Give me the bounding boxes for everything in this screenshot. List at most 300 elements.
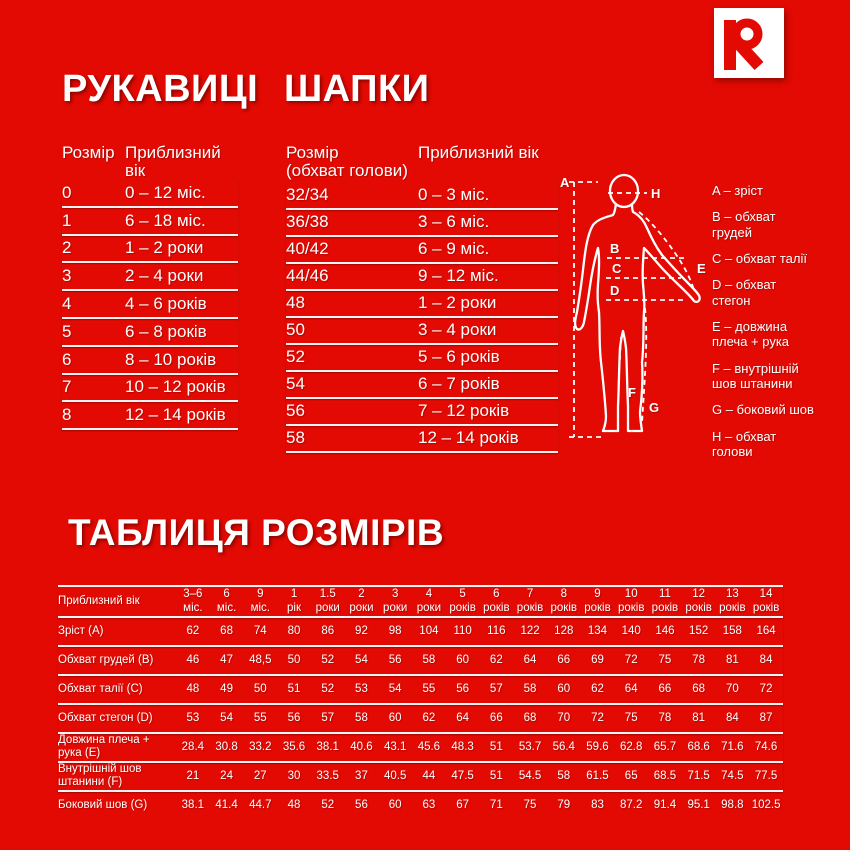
cell-value: 134	[587, 624, 608, 637]
column-header-unit: міс.	[250, 602, 270, 615]
column-header	[412, 587, 446, 616]
cell-value: 67	[456, 798, 469, 811]
table-row	[286, 426, 558, 453]
size-value: 1	[62, 210, 72, 230]
cell-value: 56	[287, 711, 301, 724]
column-header-unit: роки	[383, 602, 408, 615]
cell-value: 70	[725, 682, 739, 695]
cell-value: 63	[422, 798, 436, 811]
cell-value: 122	[520, 624, 540, 637]
cell-value: 66	[658, 682, 672, 695]
column-header	[749, 587, 783, 616]
row-label: Обхват грудей (B)	[58, 653, 154, 666]
row-values	[176, 763, 783, 790]
row-label: Обхват стегон (D)	[58, 711, 153, 724]
table-row	[286, 399, 558, 426]
cell-value: 41.4	[215, 798, 238, 811]
column-header-unit: років	[719, 602, 746, 615]
cell-value: 21	[186, 769, 200, 782]
legend-item: H – обхват голови	[712, 428, 777, 459]
figure-label-a: A	[560, 175, 570, 190]
cell-value: 128	[554, 624, 574, 637]
age-value: 5 – 6 років	[418, 347, 500, 367]
cell-value: 87	[759, 711, 773, 724]
size-value: 32/34	[286, 185, 329, 205]
cell-value: 83	[591, 798, 604, 811]
hats-size-header-line1: Розмір	[286, 143, 339, 162]
row-label: Обхват талії (C)	[58, 682, 143, 695]
cell-value: 69	[591, 653, 604, 666]
size-table-row	[58, 792, 783, 819]
cell-value: 30	[287, 769, 301, 782]
table-row	[286, 372, 558, 399]
mittens-table-header	[62, 144, 238, 181]
column-header-age: 9	[594, 588, 601, 600]
size-value: 7	[62, 377, 72, 397]
cell-value: 40.6	[350, 740, 373, 753]
column-header-age: 13	[725, 588, 739, 600]
cell-value: 91.4	[653, 798, 677, 811]
hats-table-header	[286, 144, 558, 181]
column-header-unit: років	[617, 602, 645, 615]
cell-value: 72	[624, 653, 638, 666]
table-row	[62, 180, 238, 208]
column-header-unit: років	[651, 602, 679, 615]
cell-value: 71.6	[721, 740, 744, 753]
cell-value: 54.5	[518, 769, 542, 782]
cell-value: 62	[422, 711, 436, 724]
column-header-age: 8	[560, 588, 567, 600]
age-value: 9 – 12 міс.	[418, 266, 499, 286]
age-value: 7 – 12 років	[418, 401, 510, 421]
cell-value: 38.1	[316, 740, 339, 753]
column-header	[210, 587, 244, 616]
cell-value: 38.1	[181, 798, 205, 811]
legend-item: C – обхват талії	[712, 250, 807, 266]
row-values	[176, 676, 783, 703]
cell-value: 54	[220, 711, 233, 724]
cell-value: 65.7	[653, 740, 677, 753]
cell-value: 51	[287, 682, 301, 695]
cell-value: 60	[388, 798, 402, 811]
column-header	[378, 587, 412, 616]
cell-value: 61.5	[586, 769, 609, 782]
legend-item: E – довжина плеча + рука	[712, 318, 790, 350]
cell-value: 62	[591, 682, 604, 695]
cell-value: 79	[557, 798, 571, 811]
hats-size-header-line2: (обхват голови)	[286, 161, 408, 181]
size-value: 40/42	[286, 239, 329, 259]
column-header-age: 6	[223, 588, 230, 600]
cell-value: 64	[456, 711, 469, 724]
cell-value: 58	[557, 769, 571, 782]
cell-value: 47.5	[451, 769, 474, 782]
cell-value: 140	[621, 624, 641, 637]
cell-value: 60	[557, 682, 571, 695]
cell-value: 48	[186, 682, 200, 695]
size-value: 3	[62, 266, 72, 286]
column-header-age: 11	[658, 588, 671, 600]
cell-value: 71	[489, 798, 503, 811]
cell-value: 68	[692, 682, 706, 695]
cell-value: 92	[355, 624, 368, 637]
column-header	[614, 587, 648, 616]
size-table-row	[58, 618, 783, 647]
figure-label-b: B	[610, 241, 620, 256]
column-header	[547, 587, 581, 616]
size-value: 6	[62, 349, 72, 369]
cell-value: 68	[220, 624, 233, 637]
cell-value: 52	[321, 682, 335, 695]
column-header-unit: років	[483, 602, 510, 615]
age-value: 3 – 4 роки	[418, 320, 497, 340]
age-header-label: Приблизний вік	[58, 594, 140, 607]
cell-value: 74.5	[721, 769, 744, 782]
column-header-age: 5	[459, 588, 466, 600]
cell-value: 56.4	[552, 740, 575, 753]
age-value: 6 – 18 міс.	[125, 210, 206, 230]
size-table-column-headers	[176, 587, 783, 616]
table-row	[286, 183, 558, 210]
table-row	[286, 264, 558, 291]
size-value: 48	[286, 293, 305, 313]
cell-value: 77.5	[754, 769, 778, 782]
column-header	[243, 587, 277, 616]
cell-value: 66	[489, 711, 503, 724]
figure-body-outline	[575, 204, 700, 431]
cell-value: 54	[388, 682, 402, 695]
column-header-unit: роки	[349, 602, 374, 615]
age-value: 0 – 3 міс.	[418, 185, 490, 205]
cell-value: 66	[557, 653, 571, 666]
table-row	[62, 208, 238, 236]
cell-value: 52	[321, 798, 335, 811]
row-label: Внутрішній шов штанини (F)	[58, 763, 142, 789]
column-header	[581, 587, 615, 616]
column-header-unit: років	[685, 602, 712, 615]
row-values	[176, 734, 783, 761]
row-label: Зріст (A)	[58, 624, 104, 637]
cell-value: 43.1	[383, 740, 407, 753]
cell-value: 53	[186, 711, 200, 724]
cell-value: 47	[220, 653, 233, 666]
cell-value: 58	[355, 711, 368, 724]
size-value: 4	[62, 293, 72, 313]
cell-value: 164	[756, 624, 776, 637]
cell-value: 64	[523, 653, 537, 666]
table-row	[286, 210, 558, 237]
age-value: 6 – 9 міс.	[418, 239, 490, 259]
cell-value: 75	[658, 653, 672, 666]
age-value: 2 – 4 роки	[125, 266, 204, 286]
cell-value: 98.8	[721, 798, 744, 811]
figure-label-c: C	[612, 261, 622, 276]
column-header	[682, 587, 716, 616]
body-measurement-diagram	[552, 160, 717, 450]
cell-value: 46	[186, 653, 200, 666]
cell-value: 110	[453, 624, 472, 637]
column-header-age: 10	[624, 588, 638, 600]
cell-value: 65	[624, 769, 638, 782]
age-value: 10 – 12 років	[125, 377, 226, 397]
hats-age-column-header: Приблизний вік	[418, 143, 539, 162]
legend-item: B – обхват грудей	[712, 209, 776, 240]
cell-value: 53	[355, 682, 368, 695]
cell-value: 75	[523, 798, 537, 811]
size-value: 0	[62, 182, 72, 202]
cell-value: 98	[388, 624, 402, 637]
cell-value: 57	[489, 682, 503, 695]
cell-value: 62	[489, 653, 503, 666]
age-value: 12 – 14 років	[125, 405, 226, 425]
size-table	[58, 585, 783, 819]
cell-value: 54	[355, 653, 368, 666]
table-row	[62, 375, 238, 403]
cell-value: 55	[253, 711, 267, 724]
figure-label-h: H	[651, 186, 661, 201]
hats-title: ШАПКИ	[284, 68, 430, 110]
r-logo-icon	[714, 8, 784, 78]
column-header	[479, 587, 513, 616]
row-label: Боковий шов (G)	[58, 798, 148, 811]
cell-value: 33.2	[249, 740, 272, 753]
legend-item: A – зріст	[712, 183, 763, 198]
cell-value: 146	[655, 624, 675, 637]
column-header-unit: років	[584, 602, 611, 615]
cell-value: 68	[523, 711, 537, 724]
size-table-title: ТАБЛИЦЯ РОЗМІРІВ	[68, 512, 445, 553]
cell-value: 62.8	[620, 740, 643, 753]
column-header-age: 3	[391, 588, 399, 600]
row-values	[176, 705, 783, 732]
column-header	[176, 587, 210, 616]
column-header-unit: років	[550, 602, 578, 615]
cell-value: 71.5	[687, 769, 710, 782]
cell-value: 70	[557, 711, 571, 724]
figure-label-e: E	[697, 261, 706, 276]
column-header-unit: років	[449, 602, 476, 615]
cell-value: 74	[253, 624, 267, 637]
column-header	[446, 587, 480, 616]
age-value: 0 – 12 міс.	[125, 182, 206, 202]
cell-value: 87.2	[620, 798, 643, 811]
hats-table-rows	[286, 183, 558, 453]
size-table-body	[58, 618, 783, 819]
table-row	[62, 263, 238, 291]
column-header-unit: роки	[315, 602, 340, 615]
column-header-age: 14	[759, 588, 773, 600]
hats-size-column-header	[286, 144, 418, 181]
size-value: 2	[62, 238, 72, 258]
cell-value: 104	[419, 624, 439, 637]
column-header	[648, 587, 682, 616]
column-header	[513, 587, 547, 616]
cell-value: 44	[422, 769, 436, 782]
row-values	[176, 618, 783, 645]
size-value: 44/46	[286, 266, 329, 286]
cell-value: 60	[456, 653, 469, 666]
table-row	[62, 319, 238, 347]
column-header-age: 9	[257, 588, 264, 600]
brand-logo	[714, 8, 784, 78]
cell-value: 45.6	[417, 740, 441, 753]
column-header-unit: років	[752, 602, 780, 615]
cell-value: 55	[422, 682, 436, 695]
column-header	[277, 587, 311, 616]
column-header-age: 2	[358, 588, 365, 600]
size-table-row	[58, 705, 783, 734]
cell-value: 48,5	[249, 653, 272, 666]
legend-item: D – обхват стегон	[712, 277, 777, 308]
cell-value: 58	[422, 653, 436, 666]
size-value: 5	[62, 321, 72, 341]
table-row	[62, 236, 238, 264]
table-row	[286, 291, 558, 318]
cell-value: 62	[186, 624, 200, 637]
age-value: 6 – 8 років	[125, 321, 207, 341]
cell-value: 59.6	[586, 740, 609, 753]
age-value: 1 – 2 роки	[418, 293, 497, 313]
cell-value: 84	[725, 711, 739, 724]
cell-value: 102.5	[751, 798, 781, 811]
cell-value: 57	[321, 711, 335, 724]
cell-value: 56	[388, 653, 402, 666]
size-table-row	[58, 647, 783, 676]
table-row	[286, 237, 558, 264]
mittens-size-column-header: Розмір	[62, 143, 115, 162]
cell-value: 24	[220, 769, 233, 782]
cell-value: 72	[591, 711, 604, 724]
cell-value: 152	[689, 624, 709, 637]
cell-value: 75	[624, 711, 638, 724]
cell-value: 35.6	[282, 740, 306, 753]
mittens-age-column-header: Приблизний вік	[125, 143, 221, 181]
column-header-unit: міс.	[216, 602, 237, 615]
cell-value: 51	[489, 769, 503, 782]
cell-value: 28.4	[181, 740, 205, 753]
column-header-age: 6	[493, 588, 500, 600]
column-header-age: 1.5	[319, 588, 336, 600]
size-table-row	[58, 734, 783, 763]
cell-value: 60	[388, 711, 402, 724]
age-value: 6 – 7 років	[418, 374, 500, 394]
cell-value: 53.7	[518, 740, 542, 753]
column-header-age: 12	[692, 588, 706, 600]
cell-value: 40.5	[383, 769, 407, 782]
column-header-unit: рік	[287, 602, 301, 615]
cell-value: 50	[253, 682, 267, 695]
table-row	[62, 291, 238, 319]
cell-value: 50	[287, 653, 301, 666]
table-row	[286, 318, 558, 345]
column-header-unit: років	[516, 602, 544, 615]
size-value: 56	[286, 401, 305, 421]
mittens-size-table	[62, 143, 238, 425]
age-value: 1 – 2 роки	[125, 238, 204, 258]
cell-value: 74.6	[754, 740, 778, 753]
size-value: 58	[286, 428, 305, 448]
column-header	[311, 587, 345, 616]
cell-value: 30.8	[215, 740, 238, 753]
cell-value: 84	[759, 653, 773, 666]
cell-value: 72	[759, 682, 773, 695]
size-value: 8	[62, 405, 72, 425]
table-row	[62, 402, 238, 430]
cell-value: 68.6	[687, 740, 710, 753]
cell-value: 116	[487, 624, 506, 637]
cell-value: 81	[725, 653, 739, 666]
cell-value: 95.1	[687, 798, 710, 811]
age-value: 4 – 6 років	[125, 293, 207, 313]
age-value: 8 – 10 років	[125, 349, 217, 369]
cell-value: 49	[220, 682, 233, 695]
cell-value: 51	[489, 740, 503, 753]
table-row	[62, 347, 238, 375]
age-value: 3 – 6 міс.	[418, 212, 490, 232]
cell-value: 158	[722, 624, 742, 637]
row-values	[176, 792, 783, 819]
cell-value: 56	[456, 682, 469, 695]
size-value: 54	[286, 374, 305, 394]
column-header-age: 1	[290, 588, 298, 600]
cell-value: 68.5	[653, 769, 677, 782]
cell-value: 86	[321, 624, 335, 637]
cell-value: 58	[523, 682, 537, 695]
size-value: 50	[286, 320, 305, 340]
cell-value: 48.3	[451, 740, 474, 753]
measurement-legend	[712, 183, 814, 470]
figure-label-f: F	[628, 385, 636, 400]
cell-value: 56	[355, 798, 368, 811]
figure-label-d: D	[610, 283, 620, 298]
figure-head	[610, 175, 638, 207]
column-header-unit: роки	[416, 602, 442, 615]
column-header	[345, 587, 379, 616]
mittens-table-rows	[62, 180, 238, 430]
cell-value: 78	[658, 711, 672, 724]
column-header-age: 3–6	[183, 588, 203, 600]
cell-value: 27	[253, 769, 267, 782]
column-header-unit: міс.	[183, 602, 203, 615]
cell-value: 81	[692, 711, 706, 724]
size-table-row	[58, 676, 783, 705]
figure-label-g: G	[649, 400, 660, 415]
column-header	[716, 587, 750, 616]
cell-value: 78	[692, 653, 706, 666]
cell-value: 33.5	[316, 769, 339, 782]
cell-value: 64	[624, 682, 638, 695]
size-value: 52	[286, 347, 305, 367]
hats-size-table	[286, 143, 558, 448]
size-value: 36/38	[286, 212, 329, 232]
table-row	[286, 345, 558, 372]
row-label: Довжина плеча + рука (E)	[58, 734, 150, 760]
cell-value: 80	[287, 624, 301, 637]
cell-value: 52	[321, 653, 335, 666]
legend-item: G – боковий шов	[712, 402, 814, 418]
column-header-age: 4	[425, 588, 433, 600]
column-header-age: 7	[526, 588, 534, 600]
mittens-title: РУКАВИЦІ	[62, 68, 259, 110]
row-values	[176, 647, 783, 674]
size-table-header-row	[58, 587, 783, 618]
size-table-row	[58, 763, 783, 792]
legend-item: F – внутрішній шов штанини	[712, 360, 799, 391]
cell-value: 37	[355, 769, 368, 782]
cell-value: 48	[287, 798, 301, 811]
age-value: 12 – 14 років	[418, 428, 519, 448]
cell-value: 44.7	[249, 798, 272, 811]
